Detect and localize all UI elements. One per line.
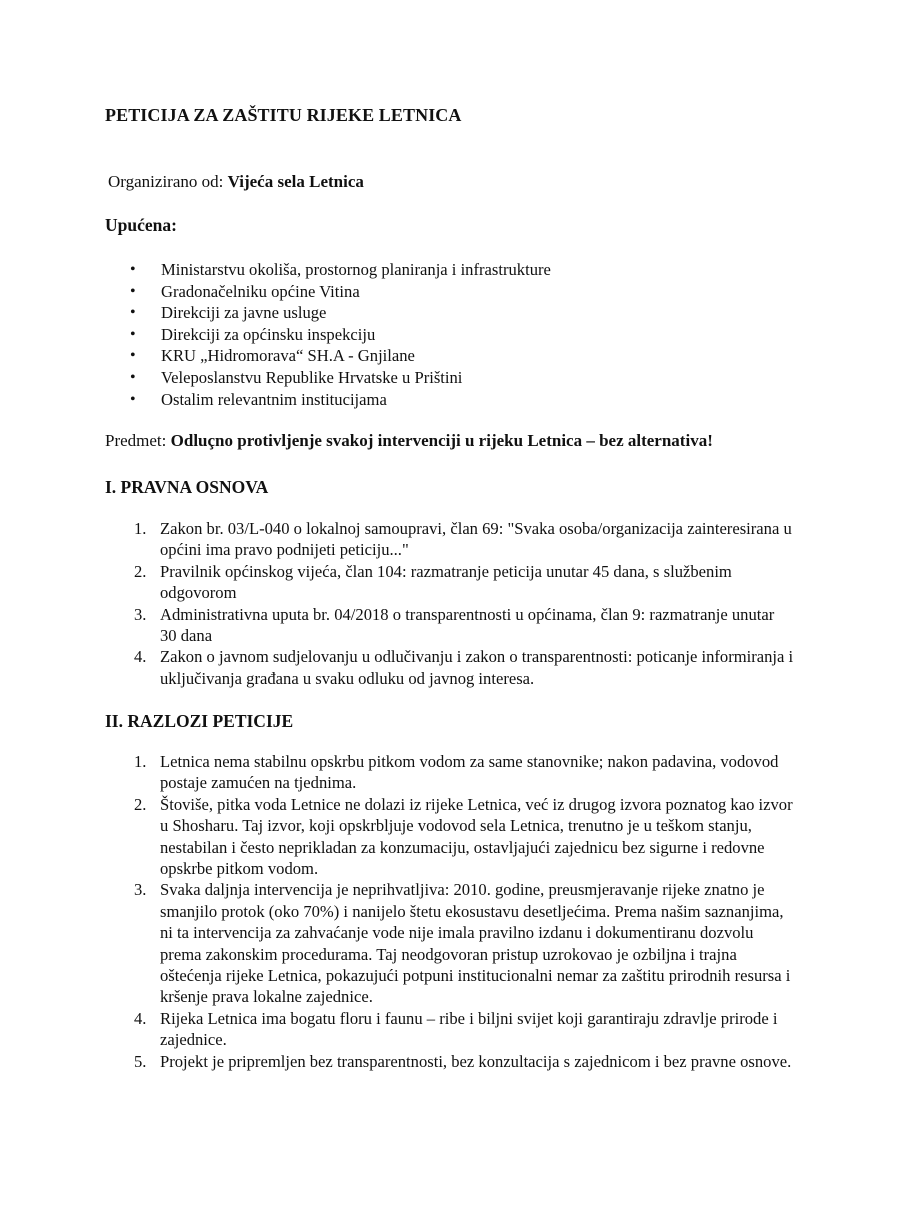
item-text: Letnica nema stabilnu opskrbu pitkom vodom za same stanovnike; nakon padavina, vodovod postaje zamućen na tjednima. <box>160 752 779 793</box>
organizer-line <box>108 172 364 192</box>
legal-basis-item <box>134 561 794 604</box>
item-number: 3. <box>134 604 147 624</box>
subject-label: Predmet: <box>105 431 167 450</box>
document-title: PETICIJA ZA ZAŠTITU RIJEKE LETNICA <box>105 105 462 125</box>
item-number: 5. <box>134 1051 147 1071</box>
legal-basis-item <box>134 518 794 561</box>
item-text: Zakon o javnom sudjelovanju u odlučivanju i zakon o transparentnosti: poticanje informiranja i uključivanja građana u svaku odluku od javnog interesa. <box>160 647 794 688</box>
legal-basis-item <box>134 646 794 689</box>
recipient-item: • Ostalim relevantnim institucijama <box>130 389 551 411</box>
reason-item <box>134 1008 794 1051</box>
item-text: Svaka daljnja intervencija je neprihvatljiva: 2010. godine, preusmjeravanje rijeke znatno je smanjilo protok (oko 70%) i nanijelo štetu ekosustavu desetljećima. Prema našim saznanjima, ni ta intervencija za zahvaćanje vode nije imala pravilno izdanu i dokumentiranu dozvolu prema zakonskim procedurama. Taj neodgovoran pristup uzrokovao je ozbiljna i trajna oštećenja rijeke Letnica, pokazujući potpuni institucionalni nemar za zaštitu prirodnih resursa i kršenje prava lokalne zajednice. <box>160 880 791 1007</box>
item-text: Administrativna uputa br. 04/2018 o transparentnosti u općinama, član 9: razmatranje unutar 30 dana <box>160 604 775 646</box>
recipient-item: • Direkciji za općinsku inspekciju <box>130 324 551 346</box>
subject-value: Odluçno protivljenje svakoj intervenciji u rijeku Letnica – bez alternativa! <box>170 431 713 450</box>
recipients-list <box>130 259 551 410</box>
item-number: 2. <box>134 794 147 814</box>
reason-item <box>134 1051 794 1072</box>
item-number: 2. <box>134 561 147 581</box>
item-text: Pravilnik općinskog vijeća, član 104: razmatranje peticija unutar 45 dana, s službenim odgovorom <box>160 561 732 603</box>
legal-basis-list <box>134 518 794 689</box>
item-number: 1. <box>134 519 147 538</box>
item-text: Zakon br. 03/L-040 o lokalnoj samoupravi, član 69: "Svaka osoba/organizacija zainteresirana u općini ima pravo podnijeti peticiju..." <box>160 519 792 560</box>
item-text: Projekt je pripremljen bez transparentnosti, bez konzultacija s zajednicom i bez pravne osnove. <box>160 1051 792 1071</box>
recipient-item: • Gradonačelniku općine Vitina <box>130 281 551 303</box>
reason-item <box>134 879 794 1007</box>
section-reasons-heading: II. RAZLOZI PETICIJE <box>105 711 294 731</box>
legal-basis-item <box>134 604 794 647</box>
subject-line <box>105 431 713 451</box>
item-number: 4. <box>134 1008 147 1028</box>
recipient-item: • KRU „Hidromorava“ SH.A - Gnjilane <box>130 345 551 367</box>
item-number: 3. <box>134 880 147 900</box>
organizer-label: Organizirano od: <box>108 172 224 191</box>
recipient-item: • Direkciji za javne usluge <box>130 302 551 324</box>
organizer-value: Vijeća sela Letnica <box>227 172 364 191</box>
reason-item <box>134 751 794 794</box>
item-text: Rijeka Letnica ima bogatu floru i faunu – ribe i biljni svijet koji garantiraju zdravlje prirode i zajednice. <box>160 1008 778 1050</box>
addressed-heading: Upućena: <box>105 215 177 235</box>
recipient-item: • Veleposlanstvu Republike Hrvatske u Prištini <box>130 367 551 389</box>
reasons-list <box>134 751 794 1072</box>
section-legal-basis-heading: I. PRAVNA OSNOVA <box>105 477 269 497</box>
item-number: 4. <box>134 647 147 667</box>
item-number: 1. <box>134 752 147 771</box>
recipient-item: • Ministarstvu okoliša, prostornog planiranja i infrastrukture <box>130 259 551 281</box>
item-text: Štoviše, pitka voda Letnice ne dolazi iz rijeke Letnica, već iz drugog izvora poznatog kao izvor u Shosharu. Taj izvor, koji opskrbljuje vodovod sela Letnica, trenutno je u teškom stanju, nestabilan i često neprikladan za konzumaciju, ostavljajući zajednicu bez sigurne i redovne opskrbe pitkom vodom. <box>160 794 793 879</box>
reason-item <box>134 794 794 880</box>
